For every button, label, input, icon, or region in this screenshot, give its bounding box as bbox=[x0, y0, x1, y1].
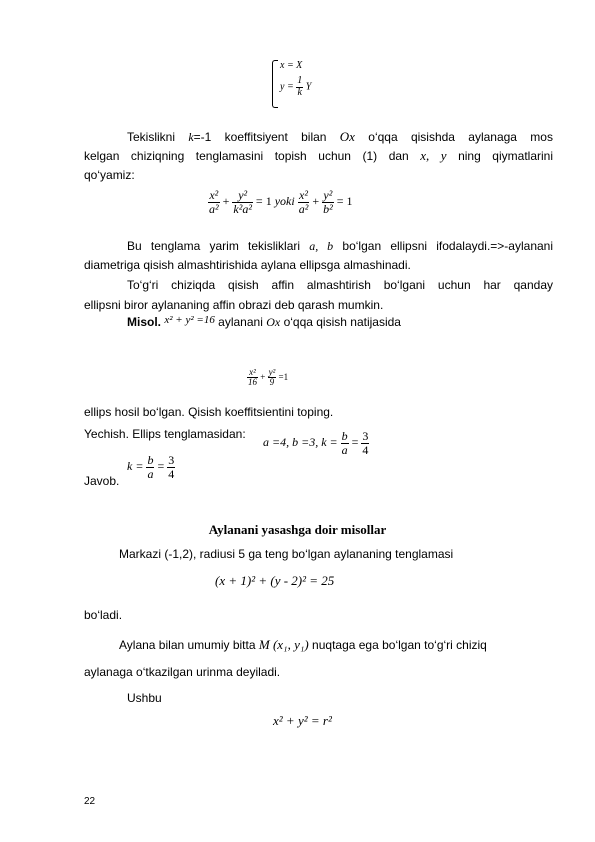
misol-line: Misol. x² + y² =16 aylanani Ox o‘qqa qisish natijasida bbox=[127, 314, 401, 329]
paragraph-7-line-1: Aylana bilan umumiy bitta M (x₁, y₁) nuqtaga ega bo‘lgan to‘g‘ri chiziq bbox=[119, 637, 487, 652]
yechish-equation: a =4, b =3, k = $\frac{b}{a}$ = $\frac{3}{4}$ bbox=[263, 429, 369, 457]
system-brace bbox=[272, 60, 278, 108]
misol-label: Misol. bbox=[127, 315, 162, 329]
point-m: M (x₁, y₁) bbox=[258, 637, 309, 652]
paragraph-1-line-3: qo‘yamiz: bbox=[84, 168, 135, 182]
system-row-1: x = X bbox=[280, 60, 303, 71]
paragraph-2-line-1: Bu tenglama yarim tekisliklari a, b bo‘lgan ellipsni ifodalaydi.=>-aylanani bbox=[127, 239, 554, 253]
javob-equation: k = $\frac{b}{a}$ = $\frac{3}{4}$ bbox=[127, 453, 175, 481]
paragraph-1-line-2: kelgan chiziqning tenglamasini topish uchun (1) dan x, y ning qiymatlarini bbox=[84, 148, 553, 163]
paragraph-4: ellips hosil bo‘lgan. Qisish koeffitsientini toping. bbox=[84, 405, 334, 419]
paragraph-7-line-2: aylanaga o‘tkazilgan urinma deyiladi. bbox=[84, 665, 281, 679]
paragraph-3-line-2: ellipsni biror aylananing affin obrazi deb qarash mumkin. bbox=[84, 298, 384, 312]
yechish-text: Yechish. Ellips tenglamasidan: bbox=[84, 427, 246, 441]
equation-1: $\frac{\text{x²}}{\text{a²}}$ + $\frac{\text{y²}}{\text{k²a²}}$ = 1 yoki $\frac{\text{x²}}{\text{a²}}$ + $\frac{\text{y²}}{\text{b²}}$ = 1 bbox=[209, 188, 353, 216]
equation-3: (x + 1)² + (y - 2)² = 25 bbox=[215, 573, 335, 588]
paragraph-6: bo‘ladi. bbox=[84, 608, 123, 622]
system-fraction: $\frac{1}{k}$ bbox=[297, 75, 303, 98]
ushbu-text: Ushbu bbox=[127, 691, 162, 705]
section-heading: Aylanani yasashga doir misollar bbox=[208, 522, 387, 537]
equation-2: $\frac{\text{x²}}{16}$ + $\frac{\text{y²}}{9}$ =1 bbox=[248, 367, 289, 388]
paragraph-3-line-1: To‘g‘ri chiziqda qisish affin almashtirish bo‘lgani uchun har qanday bbox=[127, 278, 553, 292]
equation-4: x² + y² = r² bbox=[273, 713, 332, 728]
system-row-2-right: Y bbox=[305, 81, 312, 93]
paragraph-1-line-1: Tekislikni k=-1 koeffitsiyent bilan Ox o‘qqa qisishda aylanaga mos bbox=[127, 129, 553, 144]
page-number: 22 bbox=[84, 796, 96, 807]
system-row-2-left: y = bbox=[280, 81, 294, 93]
paragraph-5: Markazi (-1,2), radiusi 5 ga teng bo‘lgan aylananing tenglamasi bbox=[119, 547, 454, 561]
paragraph-2-line-2: diametriga qisish almashtirishida aylana ellipsga almashinadi. bbox=[84, 258, 411, 272]
javob-text: Javob. bbox=[84, 474, 120, 488]
system-row-2 bbox=[280, 76, 311, 98]
